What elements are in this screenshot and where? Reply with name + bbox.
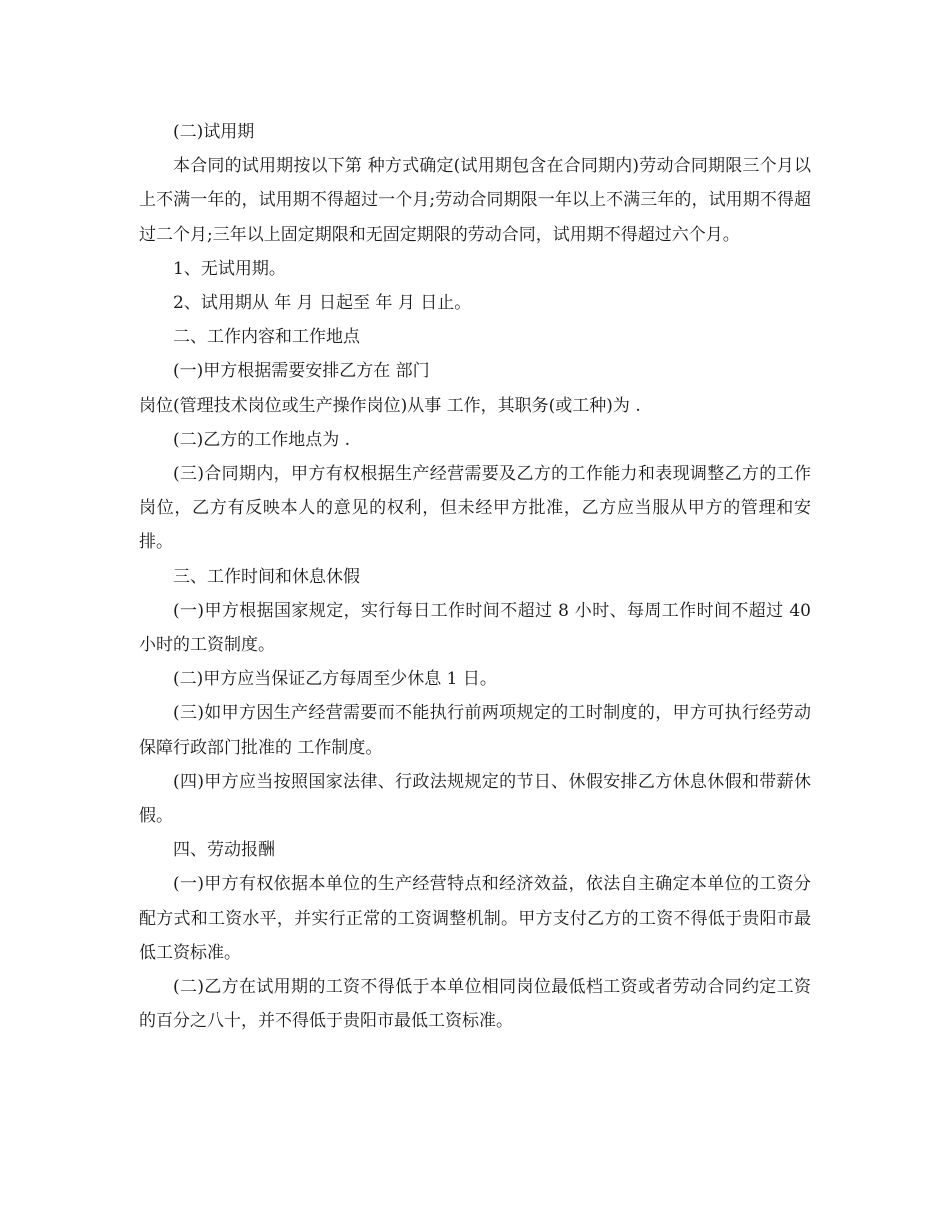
section-heading-work-content: 二、工作内容和工作地点 xyxy=(173,327,360,348)
paragraph-work-location: (二)乙方的工作地点为 . xyxy=(173,429,351,450)
paragraph-daily-hours: (一)甲方根据国家规定，实行每日工作时间不超过 8 小时、每周工作时间不超过 40 小时的工资制度。 xyxy=(139,600,811,656)
paragraph-holidays: (四)甲方应当按照国家法律、行政法规规定的节日、休假安排乙方休息休假和带薪休假。 xyxy=(139,771,811,827)
paragraph-department: (一)甲方根据需要安排乙方在 部门 xyxy=(173,361,430,382)
paragraph-probation-dates: 2、试用期从 年 月 日起至 年 月 日止。 xyxy=(173,293,472,314)
paragraph-position-adjustment: (三)合同期内，甲方有权根据生产经营需要及乙方的工作能力和表现调整乙方的工作岗位，乙方有反映本人的意见的权利，但未经甲方批准，乙方应当服从甲方的管理和安排。 xyxy=(139,464,811,553)
paragraph-wage-system: (一)甲方有权依据本单位的生产经营特点和经济效益，依法自主确定本单位的工资分配方式和工资水平，并实行正常的工资调整机制。甲方支付乙方的工资不得低于贵阳市最低工资标准。 xyxy=(139,874,811,963)
paragraph-position: 岗位(管理技术岗位或生产操作岗位)从事 工作，其职务(或工种)为 . xyxy=(139,395,641,416)
paragraph-weekly-rest: (二)甲方应当保证乙方每周至少休息 1 日。 xyxy=(173,669,497,690)
paragraph-probation-wage: (二)乙方在试用期的工资不得低于本单位相同岗位最低档工资或者劳动合同约定工资的百分之八十，并不得低于贵阳市最低工资标准。 xyxy=(139,977,811,1032)
paragraph-probation-terms: 本合同的试用期按以下第 种方式确定(试用期包含在合同期内)劳动合同期限三个月以上不满一年的，试用期不得超过一个月;劳动合同期限一年以上不满三年的，试用期不得超过二个月;三年以上固定期限和无固定期限的劳动合同，试用期不得超过六个月。 xyxy=(139,156,811,245)
document-body xyxy=(139,115,811,1038)
paragraph-probation-heading: (二)试用期 xyxy=(173,122,255,142)
paragraph-no-probation: 1、无试用期。 xyxy=(173,258,286,279)
section-heading-remuneration: 四、劳动报酬 xyxy=(173,840,275,861)
section-heading-working-hours: 三、工作时间和休息休假 xyxy=(173,566,360,587)
paragraph-special-hours: (三)如甲方因生产经营需要而不能执行前两项规定的工时制度的，甲方可执行经劳动保障行政部门批准的 工作制度。 xyxy=(139,703,811,758)
